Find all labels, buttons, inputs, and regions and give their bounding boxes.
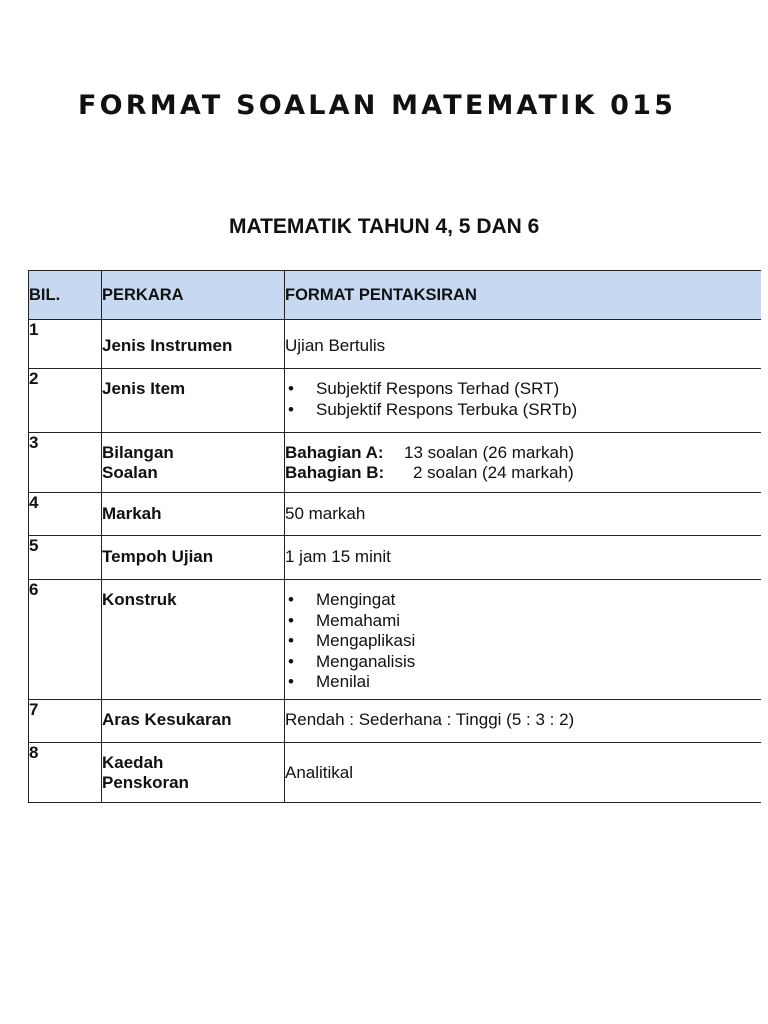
table-row [29, 743, 761, 803]
row-number: 5 [29, 536, 102, 580]
list-item: • Subjektif Respons Terbuka (SRTb) [285, 400, 761, 421]
perkara-line: Kaedah [102, 753, 164, 772]
list-item: • Subjektif Respons Terhad (SRT) [285, 379, 761, 400]
row-number: 1 [29, 320, 102, 369]
row-number: 2 [29, 369, 102, 433]
table-row [29, 369, 761, 433]
header-perkara: PERKARA [102, 271, 285, 320]
row-format: Analitikal [285, 743, 761, 803]
bahagian-value: 13 soalan (26 markah) [404, 443, 575, 462]
row-perkara: Jenis Instrumen [102, 320, 285, 369]
list-item: • Menilai [285, 672, 761, 693]
bahagian-b [285, 463, 761, 483]
table-row [29, 493, 761, 536]
table-title: MATEMATIK TAHUN 4, 5 DAN 6 [229, 215, 540, 238]
perkara-line: Soalan [102, 463, 158, 482]
list-item: • Memahami [285, 611, 761, 632]
page-title: FORMAT SOALAN MATEMATIK 015 [78, 90, 677, 121]
row-format: 50 markah [285, 493, 761, 536]
table-row [29, 536, 761, 580]
row-format [285, 369, 761, 433]
row-perkara: Jenis Item [102, 369, 285, 433]
row-perkara [102, 743, 285, 803]
format-table [28, 270, 761, 803]
list-item: • Mengingat [285, 590, 761, 611]
table-row [29, 320, 761, 369]
bahagian-label: Bahagian A: [285, 443, 384, 462]
bahagian-a [285, 443, 761, 463]
row-format: 1 jam 15 minit [285, 536, 761, 580]
row-format: Ujian Bertulis [285, 320, 761, 369]
row-number: 6 [29, 580, 102, 700]
row-perkara: Markah [102, 493, 285, 536]
item-type-list [285, 379, 761, 420]
bahagian-value: 2 soalan (24 markah) [413, 463, 574, 482]
construct-list [285, 590, 761, 693]
row-number: 3 [29, 433, 102, 493]
list-item: • Menganalisis [285, 652, 761, 673]
row-perkara: Aras Kesukaran [102, 700, 285, 743]
row-perkara: Konstruk [102, 580, 285, 700]
perkara-line: Penskoran [102, 773, 189, 792]
header-format: FORMAT PENTAKSIRAN [285, 271, 761, 320]
list-item: • Mengaplikasi [285, 631, 761, 652]
row-format [285, 580, 761, 700]
row-number: 4 [29, 493, 102, 536]
header-bil: BIL. [29, 271, 102, 320]
row-number: 7 [29, 700, 102, 743]
row-number: 8 [29, 743, 102, 803]
bahagian-label: Bahagian B: [285, 463, 385, 482]
table-row [29, 433, 761, 493]
row-perkara: Tempoh Ujian [102, 536, 285, 580]
row-format: Rendah : Sederhana : Tinggi (5 : 3 : 2) [285, 700, 761, 743]
perkara-line: Bilangan [102, 443, 174, 462]
row-perkara [102, 433, 285, 493]
row-format [285, 433, 761, 493]
table-header-row [29, 271, 761, 320]
table-row [29, 580, 761, 700]
table-row [29, 700, 761, 743]
